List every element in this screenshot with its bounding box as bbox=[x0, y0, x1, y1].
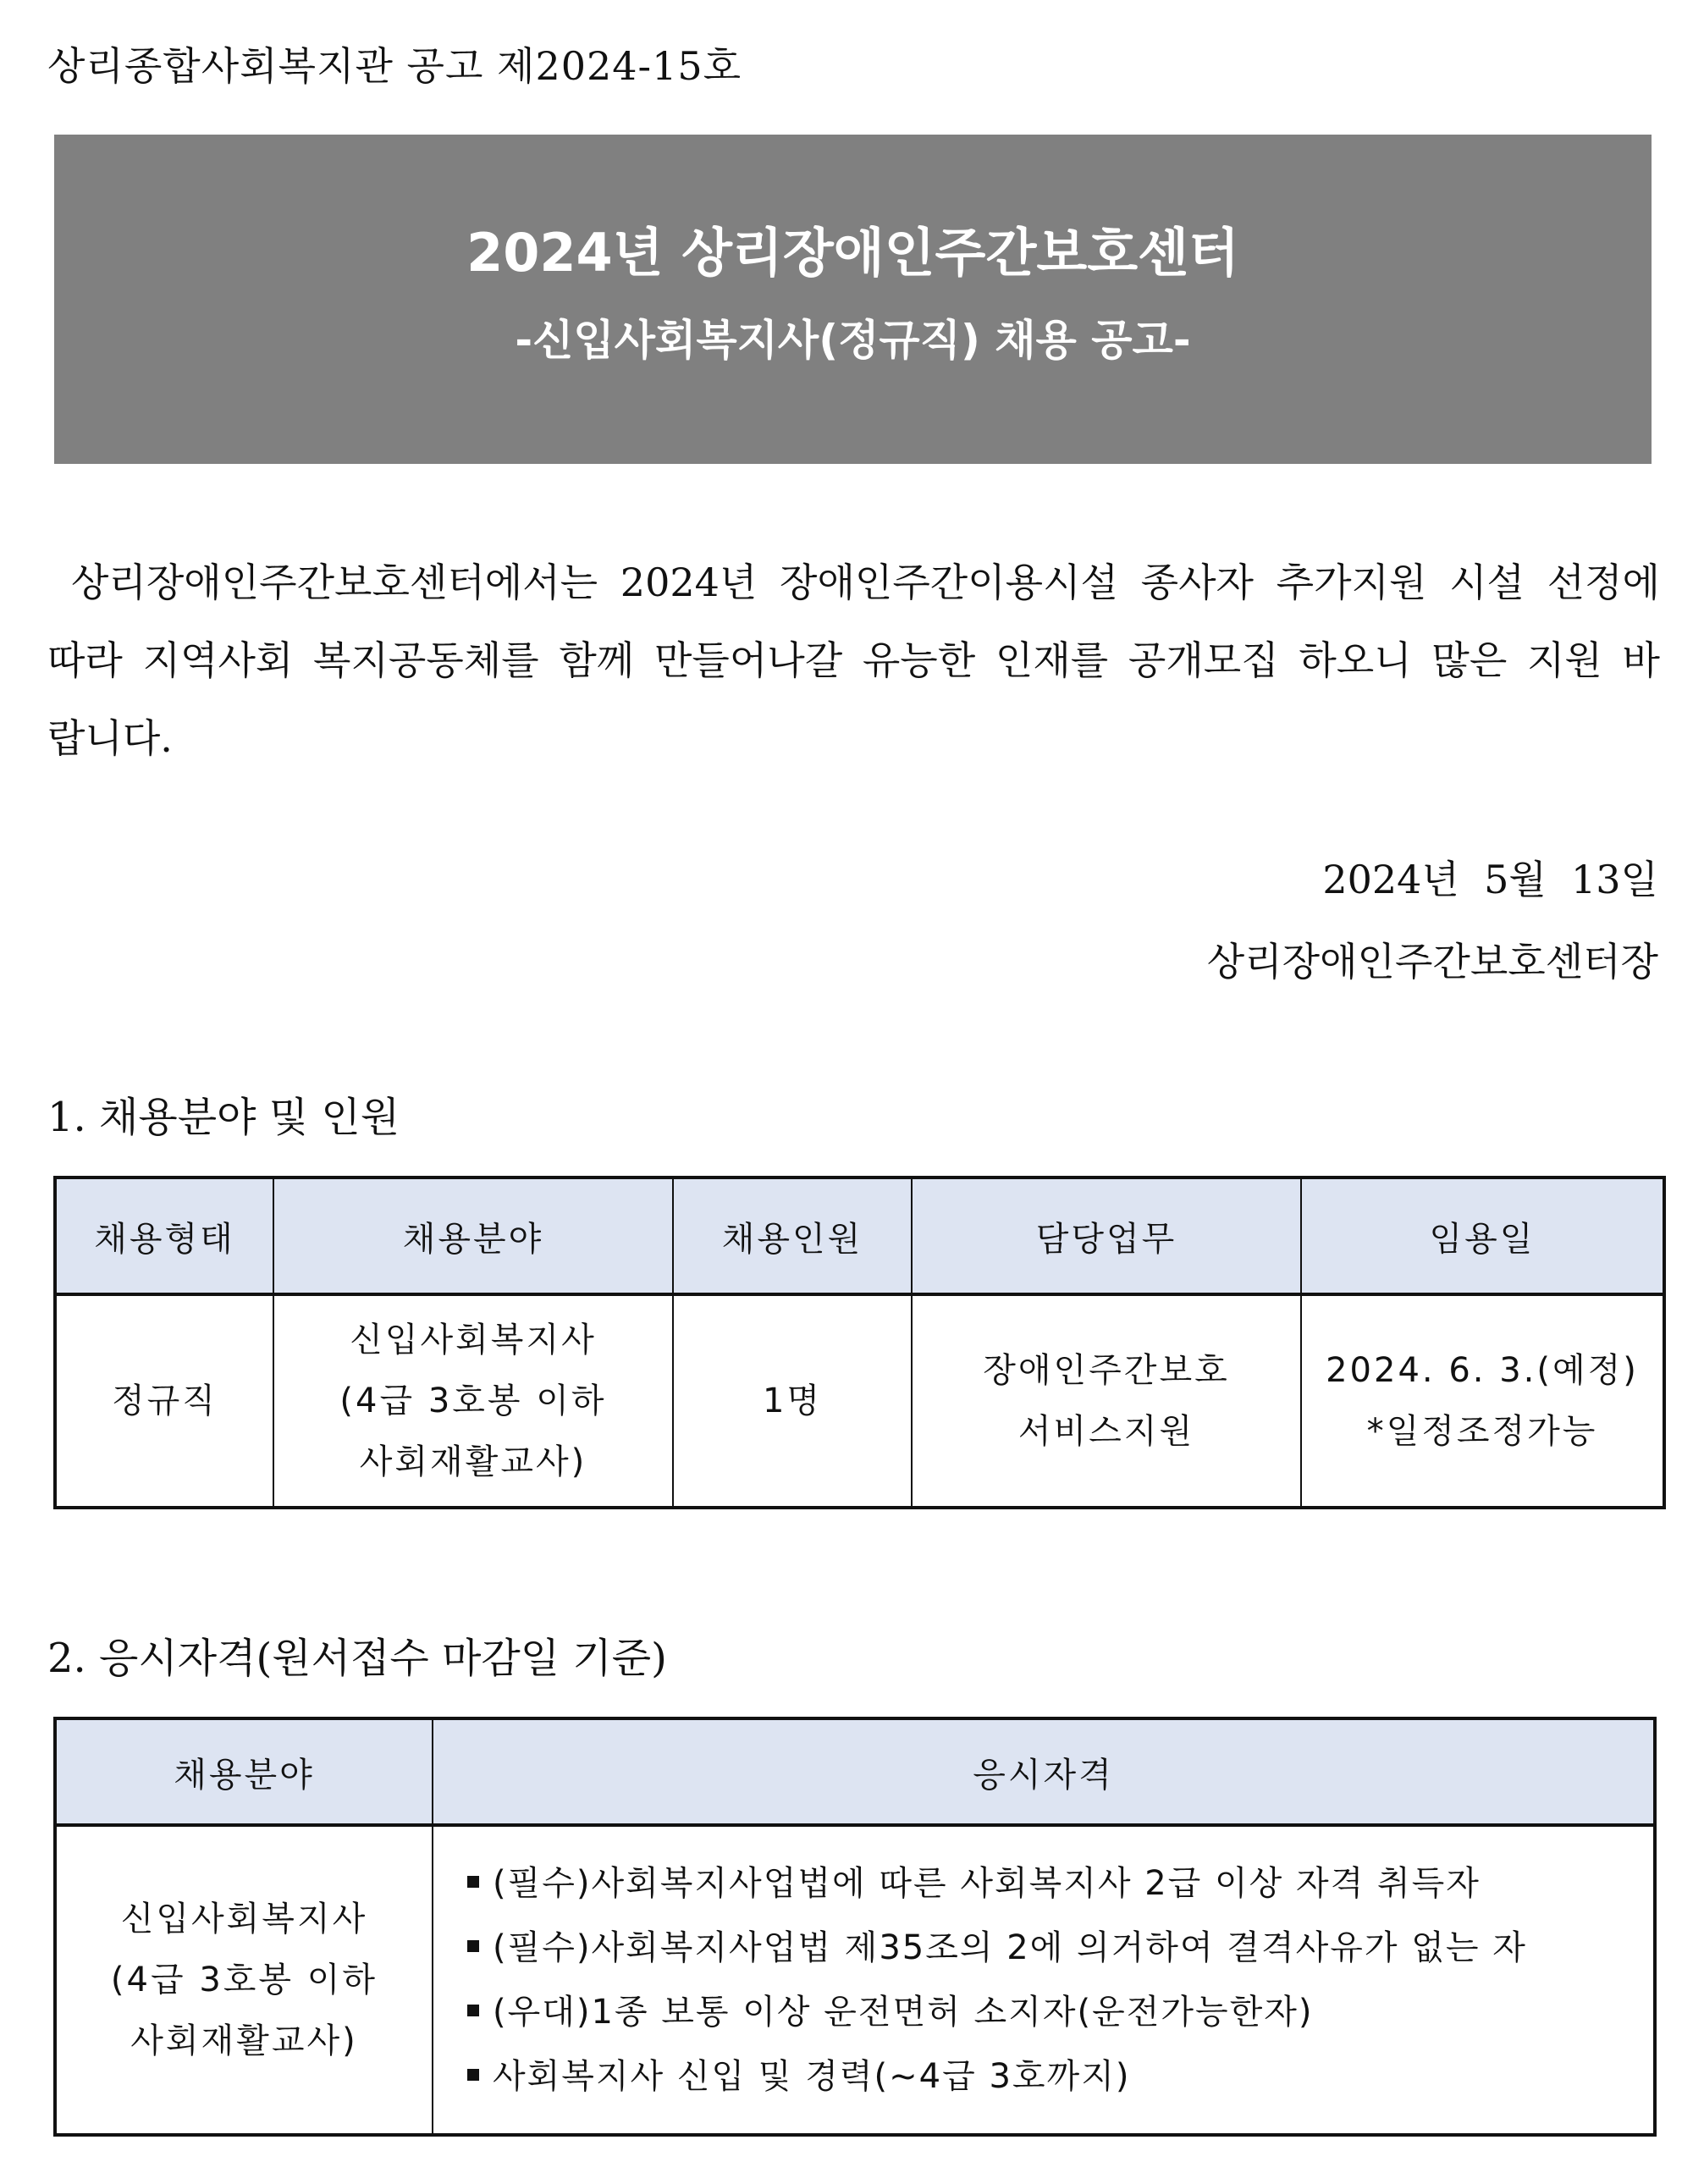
qualification-text: 사회복지사 신입 및 경력(~4급 3호까지) bbox=[493, 2057, 1131, 2096]
header-qualification: 응시자격 bbox=[433, 1718, 1655, 1825]
start-date-note: *일정조정가능 bbox=[1366, 1412, 1598, 1451]
square-bullet-icon bbox=[467, 1940, 479, 1952]
list-item bbox=[467, 1851, 1653, 1916]
field-line: (4급 3호봉 이하 bbox=[339, 1382, 607, 1420]
page-title: 2024년 상리장애인주간보호센터 bbox=[466, 222, 1239, 284]
list-item bbox=[467, 1980, 1653, 2044]
qualification-text: (우대)1종 보통 이상 운전면허 소지자(운전가능한자) bbox=[493, 1993, 1314, 2032]
cell-headcount: 1명 bbox=[673, 1294, 912, 1508]
page-subtitle: -신입사회복지사(정규직) 채용 공고- bbox=[515, 316, 1191, 365]
duty-line: 장애인주간보호 bbox=[983, 1351, 1230, 1390]
cell-duty bbox=[912, 1294, 1301, 1508]
cell-start-date bbox=[1301, 1294, 1664, 1508]
notice-number: 상리종합사회복지관 공고 제2024-15호 bbox=[47, 43, 742, 89]
start-date-line: 2024. 6. 3.(예정) bbox=[1326, 1351, 1639, 1390]
table-header-row bbox=[55, 1177, 1664, 1294]
qualification-list bbox=[433, 1851, 1653, 2109]
header-headcount: 채용인원 bbox=[673, 1177, 912, 1294]
intro-paragraph: 상리장애인주간보호센터에서는 2024년 장애인주간이용시설 종사자 추가지원 시설 선정에 따라 지역사회 복지공동체를 함께 만들어나갈 유능한 인재를 공개모집 하오니 많은 지원 바랍니다. bbox=[47, 560, 1660, 761]
field-line: 사회재활교사) bbox=[130, 2021, 358, 2060]
table-row bbox=[55, 1294, 1664, 1508]
title-banner bbox=[54, 135, 1652, 464]
section-2-heading: 2. 응시자격(원서접수 마감일 기준) bbox=[47, 1635, 667, 1682]
cell-field bbox=[273, 1294, 673, 1508]
header-duty: 담당업무 bbox=[912, 1177, 1301, 1294]
header-field: 채용분야 bbox=[273, 1177, 673, 1294]
duty-line: 서비스지원 bbox=[1017, 1412, 1195, 1451]
table-row bbox=[55, 1825, 1655, 2135]
qualification-text: (필수)사회복지사업법에 따른 사회복지사 2급 이상 자격 취득자 bbox=[493, 1864, 1481, 1903]
recruitment-table bbox=[53, 1176, 1666, 1509]
qualification-text: (필수)사회복지사업법 제35조의 2에 의거하여 결격사유가 없는 자 bbox=[493, 1928, 1527, 1967]
square-bullet-icon bbox=[467, 2005, 479, 2016]
cell-field bbox=[55, 1825, 433, 2135]
header-field: 채용분야 bbox=[55, 1718, 433, 1825]
issuer-name: 상리장애인주간보호센터장 bbox=[1206, 939, 1658, 984]
square-bullet-icon bbox=[467, 2069, 479, 2081]
section-1-heading: 1. 채용분야 및 인원 bbox=[47, 1094, 400, 1141]
cell-qualifications bbox=[433, 1825, 1655, 2135]
field-line: 신입사회복지사 bbox=[120, 1900, 368, 1939]
header-employment-type: 채용형태 bbox=[55, 1177, 273, 1294]
cell-employment-type: 정규직 bbox=[55, 1294, 273, 1508]
field-line: 사회재활교사) bbox=[359, 1442, 587, 1481]
table-header-row bbox=[55, 1718, 1655, 1825]
square-bullet-icon bbox=[467, 1876, 479, 1888]
notice-date: 2024년 5월 13일 bbox=[1322, 857, 1658, 902]
field-line: 신입사회복지사 bbox=[350, 1321, 597, 1359]
qualification-table bbox=[53, 1717, 1657, 2137]
list-item bbox=[467, 1916, 1653, 1980]
list-item bbox=[467, 2044, 1653, 2109]
header-start-date: 임용일 bbox=[1301, 1177, 1664, 1294]
field-line: (4급 3호봉 이하 bbox=[110, 1961, 378, 1999]
